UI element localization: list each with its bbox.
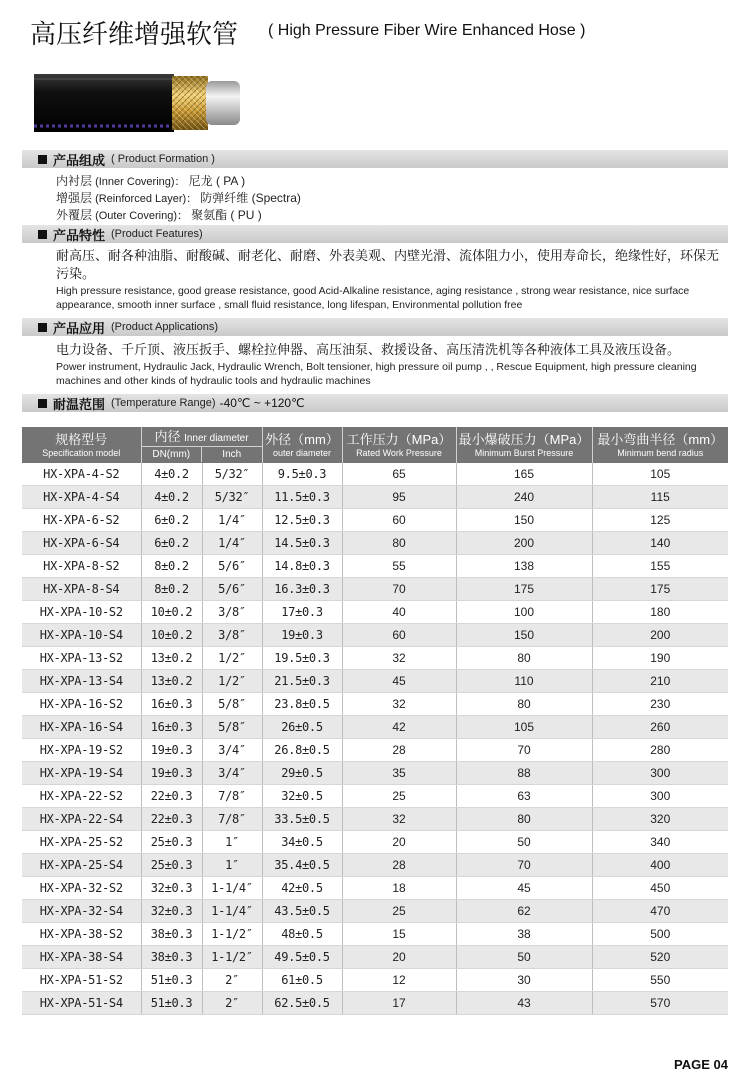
cell-dn: 51±0.3 (141, 969, 202, 992)
square-bullet-icon (38, 155, 47, 164)
table-row (22, 854, 728, 877)
cell-dn: 6±0.2 (141, 532, 202, 555)
cell-outer-diameter: 14.5±0.3 (262, 532, 342, 555)
cell-inch: 1-1/4″ (202, 900, 262, 923)
header-bend-en: Minimum bend radius (617, 447, 704, 458)
cell-outer-diameter: 19±0.3 (262, 624, 342, 647)
cell-work-pressure: 45 (342, 670, 456, 693)
cell-model: HX-XPA-8-S4 (22, 578, 141, 601)
table-row (22, 601, 728, 624)
table-row (22, 739, 728, 762)
cell-burst-pressure: 165 (456, 463, 592, 486)
formation-layer-value: 聚氨酯 ( PU ) (191, 208, 262, 222)
cell-burst-pressure: 38 (456, 923, 592, 946)
cell-outer-diameter: 32±0.5 (262, 785, 342, 808)
cell-burst-pressure: 80 (456, 808, 592, 831)
cell-work-pressure: 28 (342, 854, 456, 877)
cell-model: HX-XPA-4-S4 (22, 486, 141, 509)
cell-bend-radius: 550 (592, 969, 728, 992)
formation-item (56, 172, 245, 189)
cell-burst-pressure: 110 (456, 670, 592, 693)
cell-outer-diameter: 11.5±0.3 (262, 486, 342, 509)
table-row (22, 509, 728, 532)
table-row (22, 877, 728, 900)
formation-layer-en: (Outer Covering)： (95, 210, 188, 222)
specification-table (22, 427, 728, 1015)
cell-work-pressure: 15 (342, 923, 456, 946)
cell-bend-radius: 200 (592, 624, 728, 647)
cell-model: HX-XPA-19-S2 (22, 739, 141, 762)
cell-outer-diameter: 62.5±0.5 (262, 992, 342, 1015)
cell-bend-radius: 340 (592, 831, 728, 854)
cell-bend-radius: 210 (592, 670, 728, 693)
cell-work-pressure: 28 (342, 739, 456, 762)
cell-work-pressure: 25 (342, 785, 456, 808)
cell-model: HX-XPA-4-S2 (22, 463, 141, 486)
cell-model: HX-XPA-51-S4 (22, 992, 141, 1015)
cell-work-pressure: 60 (342, 624, 456, 647)
formation-layer-en: (Inner Covering)： (95, 176, 186, 188)
cell-dn: 38±0.3 (141, 923, 202, 946)
cell-inch: 1-1/4″ (202, 877, 262, 900)
cell-work-pressure: 18 (342, 877, 456, 900)
cell-outer-diameter: 33.5±0.5 (262, 808, 342, 831)
cell-burst-pressure: 88 (456, 762, 592, 785)
table-row (22, 532, 728, 555)
cell-outer-diameter: 12.5±0.3 (262, 509, 342, 532)
cell-model: HX-XPA-22-S4 (22, 808, 141, 831)
cell-outer-diameter: 34±0.5 (262, 831, 342, 854)
header-od-cn: 外径（mm） (265, 431, 339, 447)
formation-layer-value: 防弹纤维 (Spectra) (200, 191, 301, 205)
cell-outer-diameter: 43.5±0.5 (262, 900, 342, 923)
cell-work-pressure: 17 (342, 992, 456, 1015)
applications-text-cn: 电力设备、千斤顶、液压扳手、螺栓拉伸器、高压油泵、救援设备、高压清洗机等各种液体工具及液压设备。 (56, 342, 681, 357)
cell-dn: 4±0.2 (141, 463, 202, 486)
table-row (22, 923, 728, 946)
cell-dn: 22±0.3 (141, 785, 202, 808)
cell-outer-diameter: 42±0.5 (262, 877, 342, 900)
cell-inch: 7/8″ (202, 785, 262, 808)
section-header-temperature (22, 394, 728, 412)
table-row (22, 578, 728, 601)
cell-inch: 5/6″ (202, 555, 262, 578)
cell-inch: 1/4″ (202, 532, 262, 555)
cell-bend-radius: 280 (592, 739, 728, 762)
cell-outer-diameter: 35.4±0.5 (262, 854, 342, 877)
cell-model: HX-XPA-38-S2 (22, 923, 141, 946)
table-header-row (22, 427, 728, 463)
cell-work-pressure: 32 (342, 647, 456, 670)
table-row (22, 624, 728, 647)
cell-inch: 3/4″ (202, 762, 262, 785)
cell-model: HX-XPA-6-S4 (22, 532, 141, 555)
cell-burst-pressure: 50 (456, 946, 592, 969)
cell-inch: 1/2″ (202, 647, 262, 670)
cell-inch: 1/4″ (202, 509, 262, 532)
table-row (22, 555, 728, 578)
page-number: PAGE 04 (674, 1057, 728, 1072)
cell-work-pressure: 95 (342, 486, 456, 509)
table-row (22, 716, 728, 739)
cell-burst-pressure: 200 (456, 532, 592, 555)
cell-work-pressure: 25 (342, 900, 456, 923)
table-row (22, 808, 728, 831)
cell-inch: 5/32″ (202, 486, 262, 509)
cell-dn: 4±0.2 (141, 486, 202, 509)
column-header-burst-pressure (456, 427, 592, 463)
page-subtitle: ( High Pressure Fiber Wire Enhanced Hose ) (268, 22, 586, 39)
features-text-en: High pressure resistance, good grease resistance, good Acid-Alkaline resistance, aging resistance , strong wear resistance, nice surface appearance, smooth inner surface , small fluid resistance, long lifespan, Environmental pollution free (56, 285, 690, 311)
cell-inch: 1-1/2″ (202, 923, 262, 946)
formation-layer-en: (Reinforced Layer)： (95, 193, 198, 205)
cell-burst-pressure: 150 (456, 509, 592, 532)
table-row (22, 946, 728, 969)
cell-outer-diameter: 61±0.5 (262, 969, 342, 992)
cell-work-pressure: 32 (342, 808, 456, 831)
cell-bend-radius: 300 (592, 785, 728, 808)
section-title-cn: 产品组成 (53, 152, 106, 168)
square-bullet-icon (38, 230, 47, 239)
header-work-cn: 工作压力（MPa） (346, 431, 452, 447)
cell-model: HX-XPA-19-S4 (22, 762, 141, 785)
cell-bend-radius: 260 (592, 716, 728, 739)
formation-layer-value: 尼龙 ( PA ) (188, 174, 246, 188)
cell-model: HX-XPA-10-S4 (22, 624, 141, 647)
cell-inch: 5/32″ (202, 463, 262, 486)
page-title: 高压纤维增强软管 (30, 19, 239, 49)
cell-inch: 2″ (202, 992, 262, 1015)
table-row (22, 762, 728, 785)
cell-burst-pressure: 80 (456, 647, 592, 670)
cell-dn: 51±0.3 (141, 992, 202, 1015)
table-row (22, 900, 728, 923)
cell-bend-radius: 230 (592, 693, 728, 716)
cell-burst-pressure: 30 (456, 969, 592, 992)
column-header-work-pressure (342, 427, 456, 463)
cell-dn: 25±0.3 (141, 831, 202, 854)
cell-dn: 8±0.2 (141, 578, 202, 601)
cell-dn: 16±0.3 (141, 716, 202, 739)
cell-model: HX-XPA-16-S2 (22, 693, 141, 716)
cell-dn: 32±0.3 (141, 877, 202, 900)
table-row (22, 463, 728, 486)
header-id-cn: 内径 (154, 428, 181, 444)
section-title-en: (Product Applications) (111, 321, 219, 333)
cell-work-pressure: 60 (342, 509, 456, 532)
section-header-features (22, 225, 728, 243)
cell-outer-diameter: 14.8±0.3 (262, 555, 342, 578)
cell-outer-diameter: 29±0.5 (262, 762, 342, 785)
table-row (22, 486, 728, 509)
cell-bend-radius: 400 (592, 854, 728, 877)
cell-model: HX-XPA-13-S4 (22, 670, 141, 693)
cell-outer-diameter: 48±0.5 (262, 923, 342, 946)
cell-model: HX-XPA-8-S2 (22, 555, 141, 578)
section-title-en: (Temperature Range) (111, 397, 216, 409)
cell-burst-pressure: 43 (456, 992, 592, 1015)
cell-bend-radius: 180 (592, 601, 728, 624)
cell-outer-diameter: 26.8±0.5 (262, 739, 342, 762)
cell-burst-pressure: 70 (456, 739, 592, 762)
cell-work-pressure: 40 (342, 601, 456, 624)
cell-outer-diameter: 17±0.3 (262, 601, 342, 624)
applications-text-en: Power instrument, Hydraulic Jack, Hydraulic Wrench, Bolt tensioner, high pressure oil pump , , Rescue Equipment, high pressure cleaning machines and other kinds of hydraulic tools and hydraulic machines (56, 361, 697, 387)
cell-work-pressure: 35 (342, 762, 456, 785)
cell-dn: 19±0.3 (141, 762, 202, 785)
cell-burst-pressure: 138 (456, 555, 592, 578)
cell-bend-radius: 450 (592, 877, 728, 900)
cell-dn: 13±0.2 (141, 647, 202, 670)
cell-bend-radius: 570 (592, 992, 728, 1015)
header-dn: DN(mm) (142, 446, 203, 462)
cell-model: HX-XPA-25-S2 (22, 831, 141, 854)
hose-product-image (34, 66, 244, 140)
formation-layer-cn: 外覆层 (56, 208, 93, 222)
cell-inch: 1″ (202, 854, 262, 877)
header-burst-en: Minimum Burst Pressure (474, 447, 574, 458)
table-row (22, 992, 728, 1015)
column-header-bend-radius (592, 427, 728, 463)
table-row (22, 693, 728, 716)
square-bullet-icon (38, 323, 47, 332)
cell-burst-pressure: 240 (456, 486, 592, 509)
table-row (22, 969, 728, 992)
cell-model: HX-XPA-25-S4 (22, 854, 141, 877)
cell-bend-radius: 125 (592, 509, 728, 532)
cell-model: HX-XPA-6-S2 (22, 509, 141, 532)
formation-layer-cn: 增强层 (56, 191, 93, 205)
column-header-inner-diameter (141, 427, 262, 463)
formation-layer-cn: 内衬层 (56, 174, 93, 188)
cell-bend-radius: 115 (592, 486, 728, 509)
table-row (22, 831, 728, 854)
cell-work-pressure: 32 (342, 693, 456, 716)
cell-work-pressure: 65 (342, 463, 456, 486)
header-bend-cn: 最小弯曲半径（mm） (597, 431, 724, 447)
cell-model: HX-XPA-10-S2 (22, 601, 141, 624)
features-text-cn: 耐高压、耐各种油脂、耐酸碱、耐老化、耐磨、外表美观、内壁光滑、流体阻力小，使用寿命长，绝缘性好，环保无污染。 (56, 248, 720, 281)
section-header-applications (22, 318, 728, 336)
cell-work-pressure: 80 (342, 532, 456, 555)
cell-inch: 5/8″ (202, 693, 262, 716)
header-id-en: Inner diameter (184, 432, 249, 444)
header-inch: Inch (202, 446, 262, 462)
formation-item (56, 189, 301, 206)
cell-burst-pressure: 150 (456, 624, 592, 647)
section-title-en: (Product Features) (111, 228, 203, 240)
cell-burst-pressure: 70 (456, 854, 592, 877)
header-model-cn: 规格型号 (55, 431, 108, 447)
table-row (22, 785, 728, 808)
cell-outer-diameter: 23.8±0.5 (262, 693, 342, 716)
cell-inch: 5/8″ (202, 716, 262, 739)
section-title-cn: 耐温范围 (53, 396, 106, 412)
cell-dn: 10±0.2 (141, 624, 202, 647)
header-model-en: Specification model (42, 447, 121, 458)
cell-work-pressure: 20 (342, 831, 456, 854)
cell-outer-diameter: 49.5±0.5 (262, 946, 342, 969)
cell-inch: 1-1/2″ (202, 946, 262, 969)
cell-model: HX-XPA-32-S4 (22, 900, 141, 923)
cell-bend-radius: 175 (592, 578, 728, 601)
cell-bend-radius: 320 (592, 808, 728, 831)
cell-dn: 13±0.2 (141, 670, 202, 693)
cell-work-pressure: 55 (342, 555, 456, 578)
cell-dn: 19±0.3 (141, 739, 202, 762)
cell-burst-pressure: 63 (456, 785, 592, 808)
cell-model: HX-XPA-22-S2 (22, 785, 141, 808)
cell-bend-radius: 470 (592, 900, 728, 923)
cell-inch: 5/6″ (202, 578, 262, 601)
cell-dn: 32±0.3 (141, 900, 202, 923)
cell-inch: 3/8″ (202, 601, 262, 624)
cell-inch: 3/8″ (202, 624, 262, 647)
cell-work-pressure: 42 (342, 716, 456, 739)
cell-bend-radius: 140 (592, 532, 728, 555)
cell-model: HX-XPA-16-S4 (22, 716, 141, 739)
cell-outer-diameter: 26±0.5 (262, 716, 342, 739)
section-title-en: ( Product Formation ) (111, 153, 215, 165)
cell-work-pressure: 20 (342, 946, 456, 969)
table-row (22, 670, 728, 693)
cell-inch: 7/8″ (202, 808, 262, 831)
formation-item (56, 206, 262, 223)
temperature-range-value: -40℃ ~ +120℃ (219, 396, 305, 410)
cell-outer-diameter: 9.5±0.3 (262, 463, 342, 486)
cell-work-pressure: 70 (342, 578, 456, 601)
cell-burst-pressure: 45 (456, 877, 592, 900)
header-work-en: Rated Work Pressure (356, 447, 442, 458)
square-bullet-icon (38, 399, 47, 408)
section-header-formation (22, 150, 728, 168)
cell-dn: 22±0.3 (141, 808, 202, 831)
cell-dn: 6±0.2 (141, 509, 202, 532)
column-header-outer-diameter (262, 427, 342, 463)
cell-burst-pressure: 100 (456, 601, 592, 624)
header-od-en: outer diameter (272, 447, 332, 458)
cell-inch: 3/4″ (202, 739, 262, 762)
cell-bend-radius: 500 (592, 923, 728, 946)
section-title-cn: 产品应用 (53, 320, 106, 336)
cell-inch: 1/2″ (202, 670, 262, 693)
cell-bend-radius: 520 (592, 946, 728, 969)
cell-model: HX-XPA-38-S4 (22, 946, 141, 969)
cell-dn: 16±0.3 (141, 693, 202, 716)
cell-outer-diameter: 19.5±0.3 (262, 647, 342, 670)
cell-bend-radius: 155 (592, 555, 728, 578)
cell-burst-pressure: 50 (456, 831, 592, 854)
cell-burst-pressure: 175 (456, 578, 592, 601)
cell-model: HX-XPA-51-S2 (22, 969, 141, 992)
cell-model: HX-XPA-13-S2 (22, 647, 141, 670)
header-burst-cn: 最小爆破压力（MPa） (458, 431, 590, 447)
table-row (22, 647, 728, 670)
cell-inch: 1″ (202, 831, 262, 854)
cell-burst-pressure: 62 (456, 900, 592, 923)
cell-bend-radius: 190 (592, 647, 728, 670)
cell-model: HX-XPA-32-S2 (22, 877, 141, 900)
cell-burst-pressure: 80 (456, 693, 592, 716)
cell-burst-pressure: 105 (456, 716, 592, 739)
cell-dn: 10±0.2 (141, 601, 202, 624)
cell-dn: 25±0.3 (141, 854, 202, 877)
cell-dn: 38±0.3 (141, 946, 202, 969)
cell-work-pressure: 12 (342, 969, 456, 992)
cell-outer-diameter: 16.3±0.3 (262, 578, 342, 601)
cell-dn: 8±0.2 (141, 555, 202, 578)
cell-bend-radius: 105 (592, 463, 728, 486)
section-title-cn: 产品特性 (53, 227, 106, 243)
cell-bend-radius: 300 (592, 762, 728, 785)
cell-outer-diameter: 21.5±0.3 (262, 670, 342, 693)
column-header-model (22, 427, 141, 463)
cell-inch: 2″ (202, 969, 262, 992)
